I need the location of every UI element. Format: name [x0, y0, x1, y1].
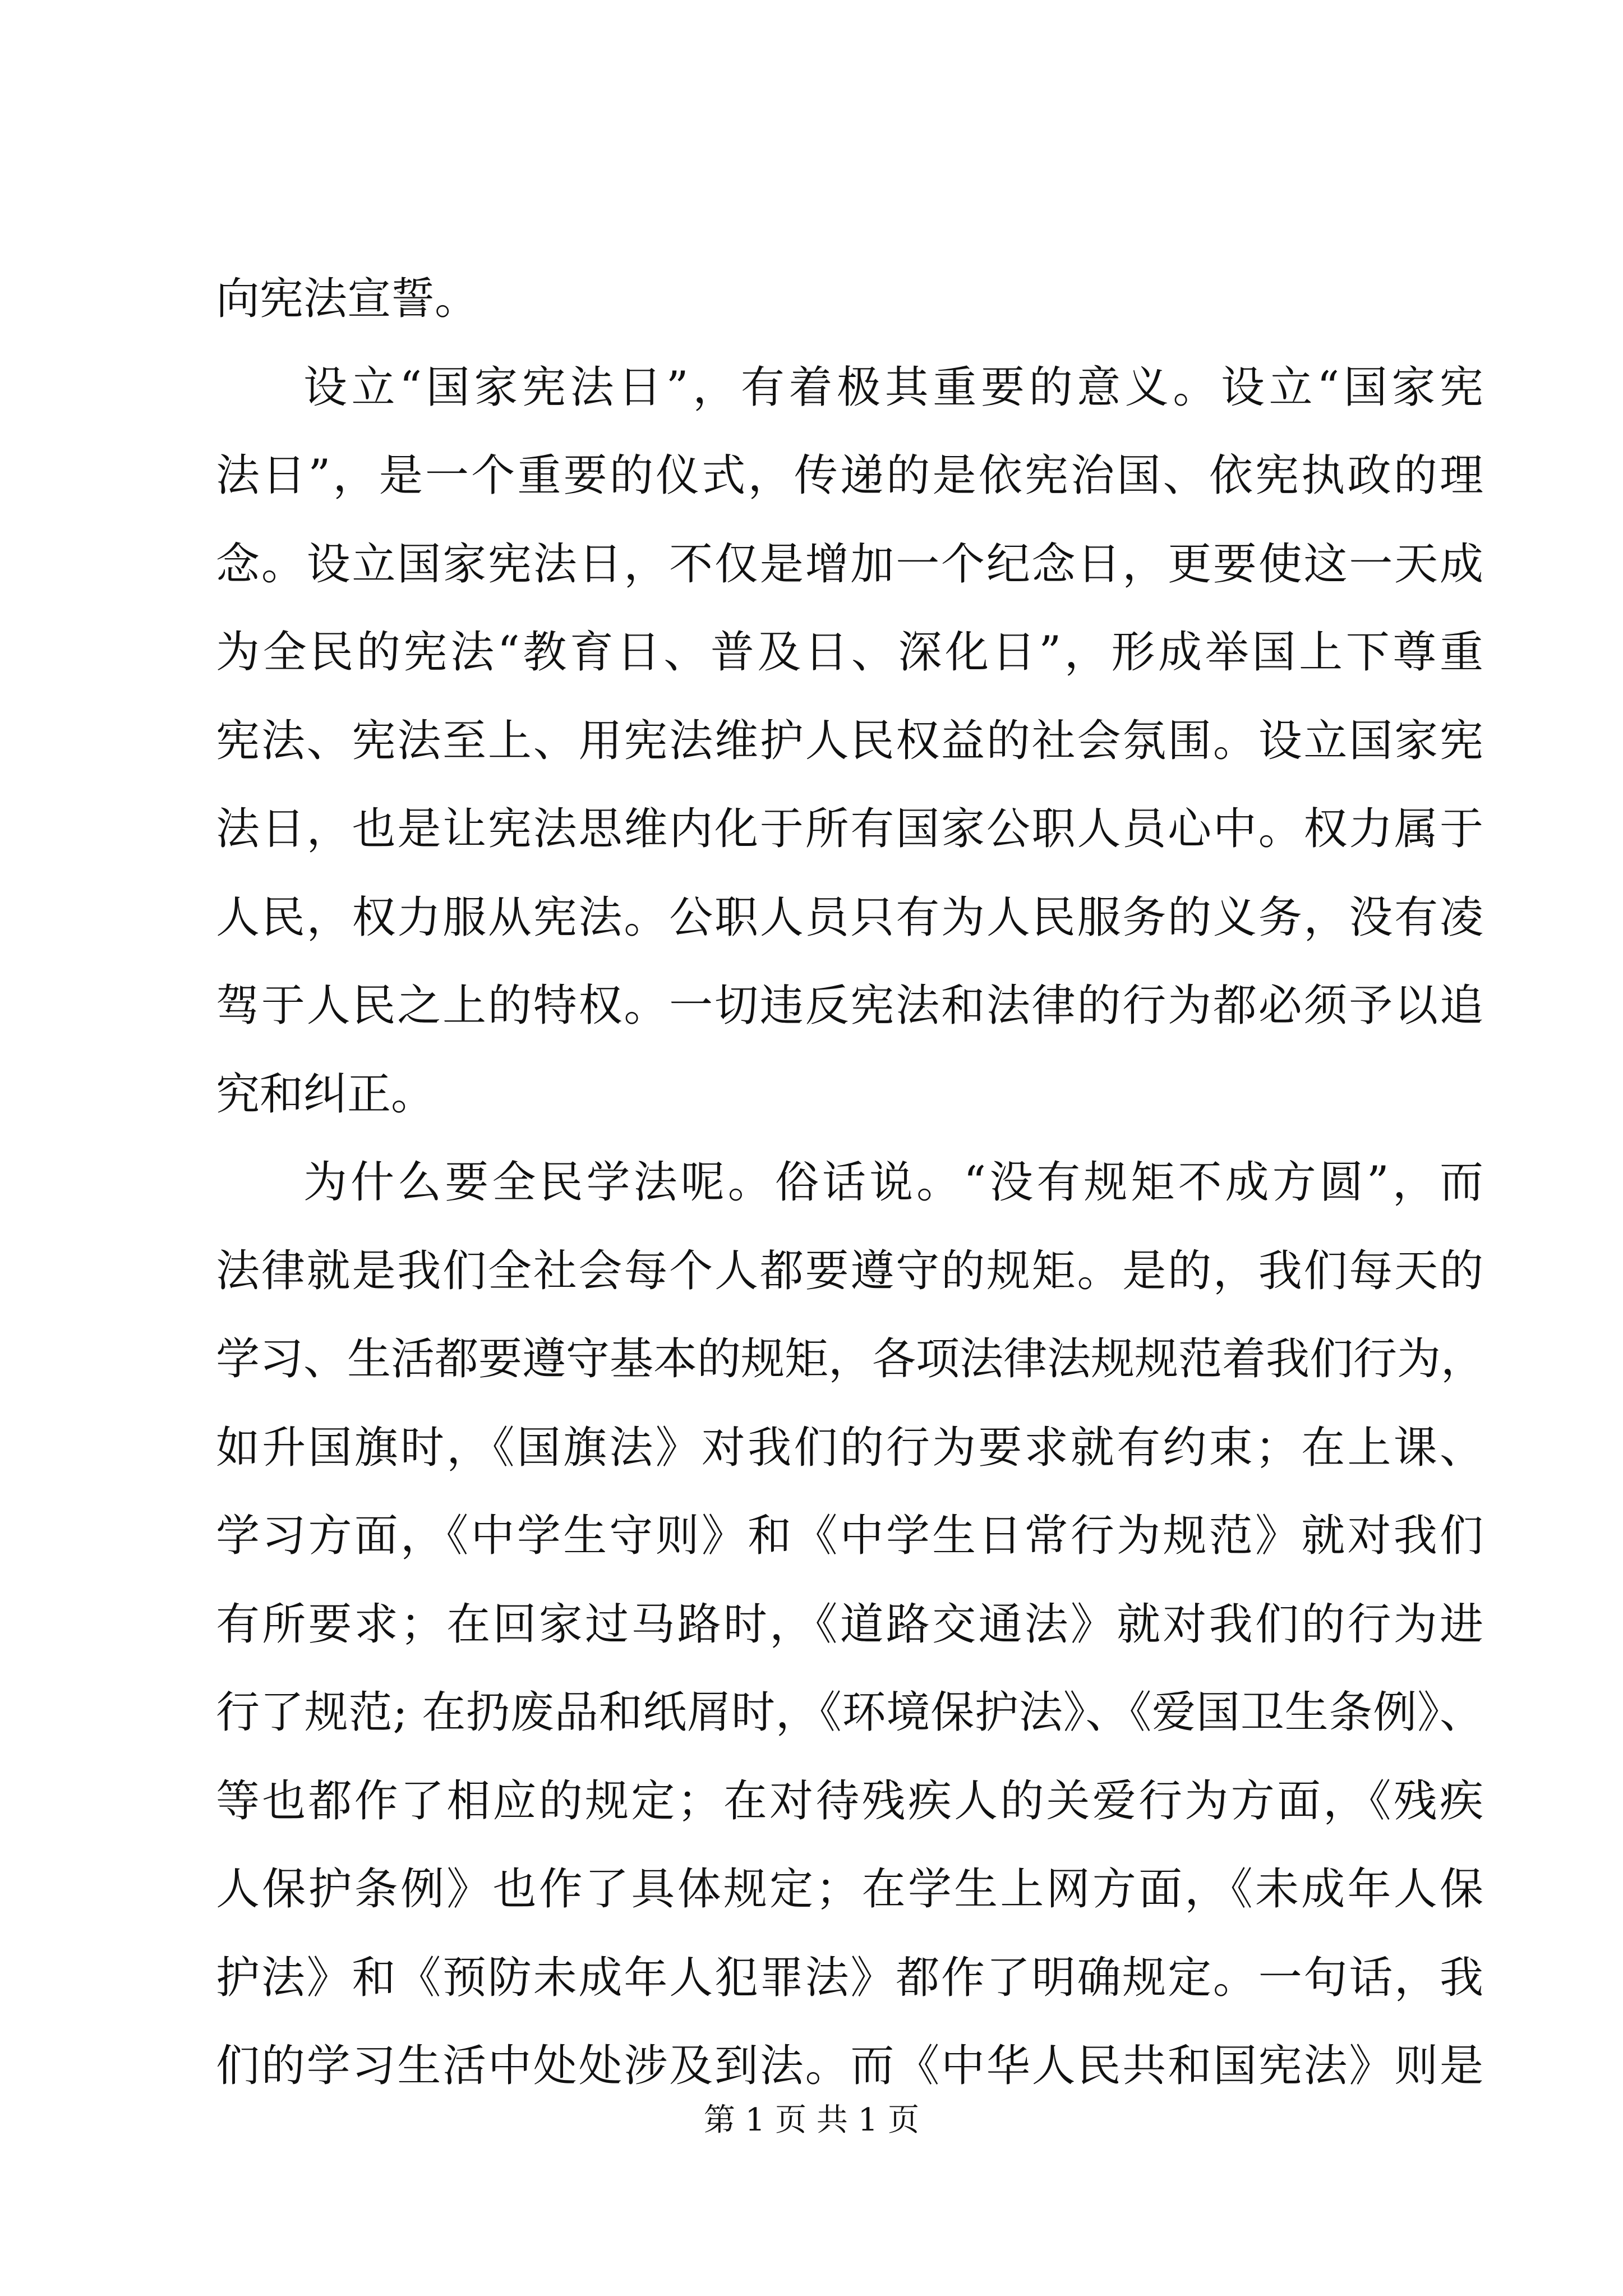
text-line-5: 为全民的宪法“教育日、普及日、深化日”，形成举国上下尊重 — [216, 627, 1483, 678]
text-line-21: 们的学习生活中处处涉及到法。而《中华人民共和国宪法》则是 — [216, 2041, 1483, 2091]
text-line-8: 人民，权力服从宪法。公职人员只有为人民服务的义务，没有凌 — [216, 892, 1483, 943]
text-line-9: 驾于人民之上的特权。一切违反宪法和法律的行为都必须予以追 — [216, 981, 1483, 1031]
text-line-14: 如升国旗时，《国旗法》对我们的行为要求就有约束；在上课、 — [216, 1422, 1483, 1473]
text-line-12: 法律就是我们全社会每个人都要遵守的规矩。是的，我们每天的 — [216, 1245, 1483, 1296]
document-body — [216, 255, 1483, 2111]
page-number-label: 第 1 页 共 1 页 — [703, 2102, 920, 2138]
text-line-11: 为什么要全民学法呢。俗话说。“没有规矩不成方圆”，而 — [303, 1157, 1483, 1208]
text-line-3: 法日”，是一个重要的仪式，传递的是依宪治国、依宪执政的理 — [216, 450, 1483, 501]
text-line-18: 等也都作了相应的规定；在对待残疾人的关爱行为方面，《残疾 — [216, 1775, 1483, 1826]
page-footer — [0, 2098, 1623, 2143]
text-line-16: 有所要求；在回家过马路时，《道路交通法》就对我们的行为进 — [216, 1599, 1483, 1650]
text-line-20: 护法》和《预防未成年人犯罪法》都作了明确规定。一句话，我 — [216, 1952, 1483, 2003]
text-line-4: 念。设立国家宪法日，不仅是增加一个纪念日，更要使这一天成 — [216, 539, 1483, 590]
text-line-1: 向宪法宣誓。 — [216, 274, 479, 324]
text-line-7: 法日，也是让宪法思维内化于所有国家公职人员心中。权力属于 — [216, 804, 1483, 854]
text-line-2: 设立“国家宪法日”，有着极其重要的意义。设立“国家宪 — [303, 362, 1483, 413]
text-line-15: 学习方面，《中学生守则》和《中学生日常行为规范》就对我们 — [216, 1511, 1483, 1561]
text-line-6: 宪法、宪法至上、用宪法维护人民权益的社会氛围。设立国家宪 — [216, 715, 1483, 766]
text-line-17: 行了规范; 在扔废品和纸屑时，《环境保护法》、《爱国卫生条例》、 — [216, 1687, 1483, 1738]
text-line-19: 人保护条例》也作了具体规定；在学生上网方面，《未成年人保 — [216, 1864, 1483, 1915]
text-line-13: 学习、生活都要遵守基本的规矩，各项法律法规规范着我们行为， — [216, 1334, 1485, 1384]
text-line-10: 究和纠正。 — [216, 1069, 435, 1120]
